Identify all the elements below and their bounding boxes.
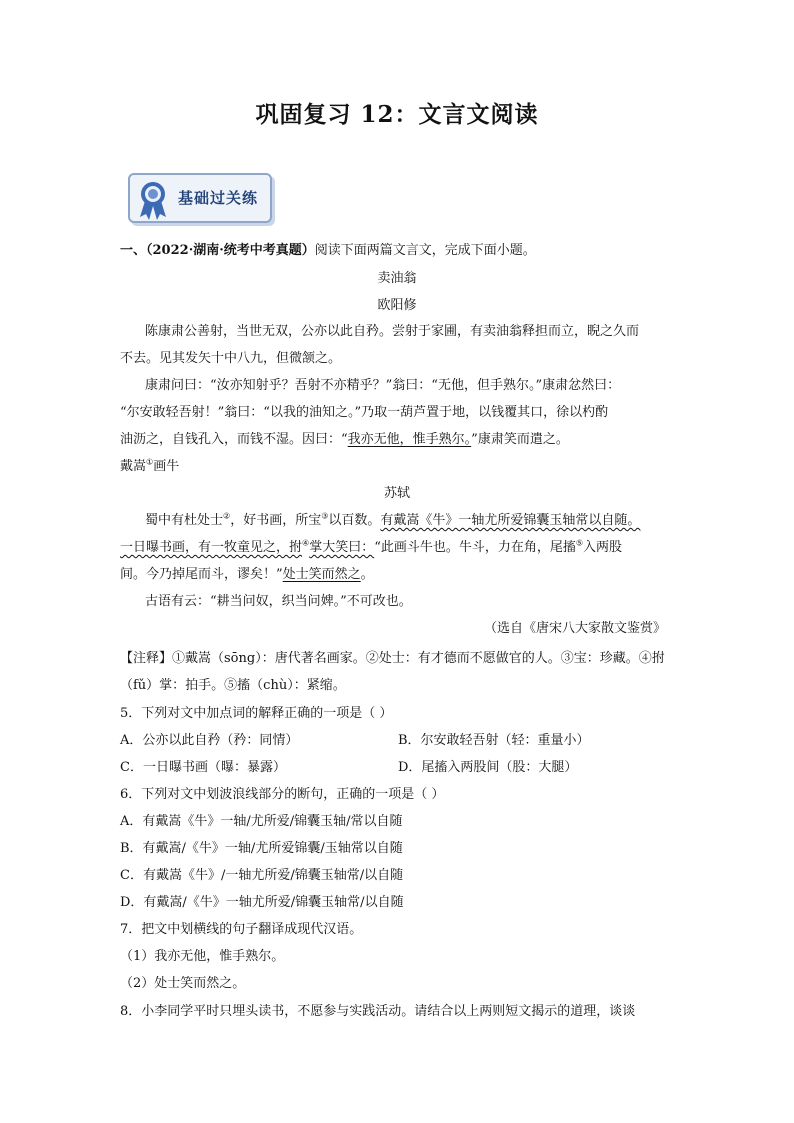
text1-paragraph-line: 不去。见其发矢十中八九，但微颔之。 — [120, 351, 342, 366]
badge-label: 基础过关练 — [178, 189, 259, 207]
text2-paragraph-line — [145, 512, 640, 530]
question-8-stem: 8．小李同学平时只埋头读书，不愿参与实践活动。请结合以上两则短文揭示的道理，谈谈 — [120, 1004, 636, 1019]
footnote-marker: ② — [223, 511, 231, 521]
question-6-option-a[interactable]: A．有戴嵩《牛》一轴/尤所爱/锦囊玉轴/常以自随 — [120, 814, 403, 829]
text2-author: 苏轼 — [383, 486, 410, 501]
section-badge — [128, 171, 274, 225]
text2-source: （选自《唐宋八大家散文鉴赏》 — [483, 621, 666, 636]
text2-paragraph-line — [120, 539, 622, 557]
text-span: “此画斗牛也。牛斗，力在角，尾搐 — [374, 540, 576, 555]
text-span: 油沥之，自钱孔入，而钱不湿。因曰：“ — [120, 432, 348, 447]
question-source: （2022·湖南·统考中考真题） — [146, 243, 315, 258]
page-title: 巩固复习 12：文言文阅读 — [255, 101, 539, 128]
wavy-underlined-sentence: 有戴嵩《牛》一轴尤所爱锦囊玉轴常以自随。 — [380, 513, 641, 528]
text1-title: 卖油翁 — [377, 271, 417, 286]
notes-line: 【注释】①戴嵩（sōng）：唐代著名画家。②处士：有才德而不愿做官的人。③宝：珍藏。④拊 — [120, 651, 665, 666]
text1-author: 欧阳修 — [377, 298, 417, 313]
question-5-option-c[interactable]: C．一日曝书画（曝：暴露） — [120, 760, 286, 775]
text2-title — [120, 458, 179, 476]
question-5-stem: 5．下列对文中加点词的解释正确的一项是（ ） — [120, 706, 393, 721]
award-ribbon-icon — [136, 179, 170, 221]
question-number: 一、 — [120, 243, 147, 258]
question-1-header — [120, 242, 536, 260]
text-span: ，好书画，所宝 — [230, 513, 322, 528]
text-span: 蜀中有杜处士 — [145, 513, 224, 528]
text-span: 戴嵩 — [120, 459, 147, 474]
text1-paragraph-line: 康肃问曰：“汝亦知射乎？吾射不亦精乎？”翁曰：“无他，但手熟尔。”康肃忿然曰： — [145, 378, 621, 393]
question-5-option-b[interactable]: B．尔安敢轻吾射（轻：重量小） — [398, 733, 590, 748]
notes-line: （fǔ）掌：拍手。⑤搐（chù）：紧缩。 — [120, 678, 346, 693]
text-span: ”康肃笑而遣之。 — [471, 432, 569, 447]
text-span: 间。今乃掉尾而斗，谬矣！” — [120, 567, 283, 582]
footnote-marker: ④ — [302, 538, 310, 548]
footnote-marker: ③ — [321, 511, 329, 521]
text1-paragraph-line: “尔安敢轻吾射！”翁曰：“以我的油知之。”乃取一葫芦置于地，以钱覆其口，徐以杓酌 — [120, 405, 609, 420]
text1-paragraph-line — [120, 431, 569, 449]
question-5-option-d[interactable]: D．尾搐入两股间（股：大腿） — [398, 760, 578, 775]
text-span: 画牛 — [153, 459, 180, 474]
question-6-option-b[interactable]: B．有戴嵩/《牛》一轴/尤所爱锦囊/玉轴常以自随 — [120, 841, 403, 856]
question-6-option-c[interactable]: C．有戴嵩《牛》/一轴尤所爱/锦囊玉轴常/以自随 — [120, 868, 404, 883]
wavy-underlined-sentence: 掌大笑曰： — [309, 540, 375, 555]
text-span: 入两股 — [583, 540, 623, 555]
wavy-underlined-sentence: 一日曝书画，有一牧童见之，拊 — [120, 540, 303, 555]
text2-paragraph-line: 古语有云：“耕当问奴，织当问婢。”不可改也。 — [145, 594, 412, 609]
question-instruction: 阅读下面两篇文言文，完成下面小题。 — [314, 243, 536, 258]
text-span: 以百数。 — [328, 513, 381, 528]
footnote-marker: ① — [146, 457, 154, 467]
question-7-item-2: （2）处士笑而然之。 — [120, 976, 246, 991]
question-6-stem: 6．下列对文中划波浪线部分的断句，正确的一项是（ ） — [120, 787, 445, 802]
text2-paragraph-line — [120, 566, 374, 584]
question-6-option-d[interactable]: D．有戴嵩/《牛》一轴尤所爱/锦囊玉轴常/以自随 — [120, 895, 404, 910]
underlined-sentence: 我亦无他，惟手熟尔。 — [347, 432, 472, 447]
question-7-stem: 7．把文中划横线的句子翻译成现代汉语。 — [120, 922, 363, 937]
underlined-sentence: 处士笑而然之 — [282, 567, 361, 582]
question-5-option-a[interactable]: A．公亦以此自矜（矜：同情） — [120, 733, 299, 748]
footnote-marker: ⑤ — [575, 538, 584, 548]
question-7-item-1: （1）我亦无他，惟手熟尔。 — [120, 949, 285, 964]
text-span: 。 — [360, 567, 374, 582]
text1-paragraph-line: 陈康肃公善射，当世无双，公亦以此自矜。尝射于家圃，有卖油翁释担而立，睨之久而 — [145, 324, 640, 339]
